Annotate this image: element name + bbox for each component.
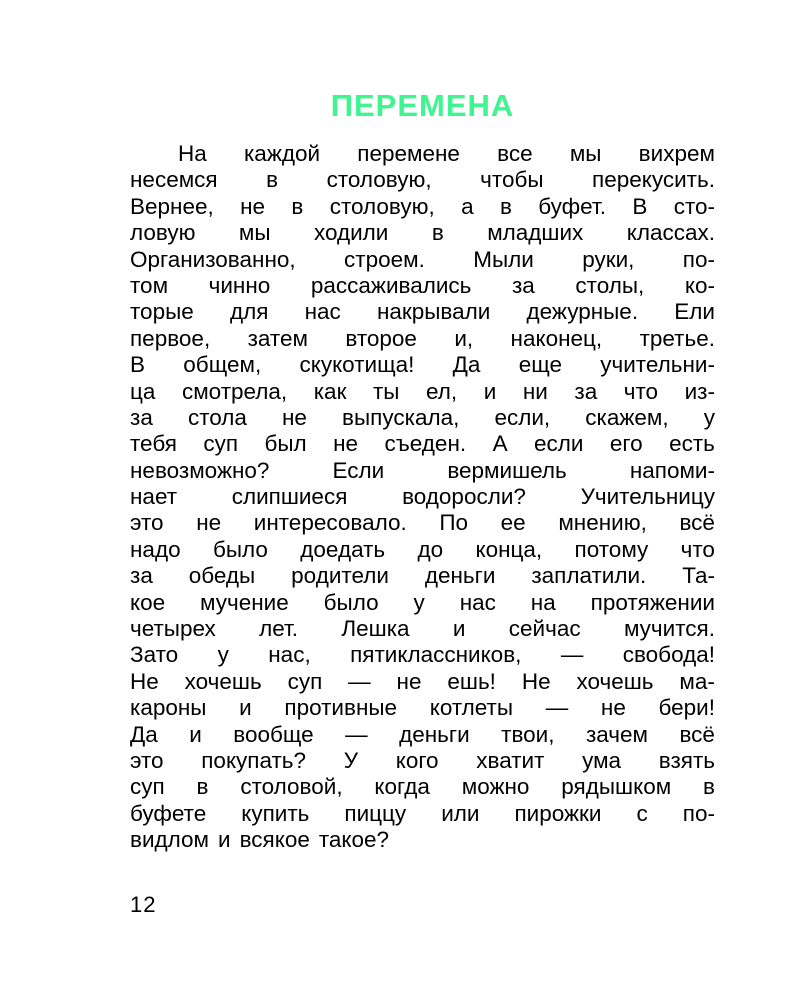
text-line: четырех лет. Лешка и сейчас мучится. xyxy=(130,616,715,642)
text-line: В общем, скукотища! Да еще учительни- xyxy=(130,352,715,378)
text-line: Зато у нас, пятиклассников, — свобода! xyxy=(130,642,715,668)
text-line: На каждой перемене все мы вихрем xyxy=(178,141,715,166)
body-text xyxy=(130,141,715,854)
text-line: Да и вообще — деньги твои, зачем всё xyxy=(130,721,715,747)
text-line: кароны и противные котлеты — не бери! xyxy=(130,695,715,721)
page-title: ПЕРЕМЕНА xyxy=(330,88,515,123)
text-line: том чинно рассаживались за столы, ко- xyxy=(130,272,715,298)
text-line: ца смотрела, как ты ел, и ни за что из- xyxy=(130,378,715,404)
text-line: надо было доедать до конца, потому что xyxy=(130,536,715,562)
text-line: Вернее, не в столовую, а в буфет. В сто- xyxy=(130,193,715,219)
text-line: за стола не выпускала, если, скажем, у xyxy=(130,404,715,430)
text-line: буфете купить пиццу или пирожки с по- xyxy=(130,800,715,826)
text-line: это не интересовало. По ее мнению, всё xyxy=(130,510,715,536)
text-line: Организованно, строем. Мыли руки, по- xyxy=(130,246,715,272)
text-line: нает слипшиеся водоросли? Учительницу xyxy=(130,484,715,510)
text-line: ловую мы ходили в младших классах. xyxy=(130,220,715,246)
text-line: несемся в столовую, чтобы перекусить. xyxy=(130,167,715,193)
text-line: видлом и всякое такое? xyxy=(130,827,390,853)
text-line: первое, затем второе и, наконец, третье. xyxy=(130,325,715,351)
text-line: за обеды родители деньги заплатили. Та- xyxy=(130,563,715,589)
text-line: тебя суп был не съеден. А если его есть xyxy=(130,431,715,457)
text-line: суп в столовой, когда можно рядышком в xyxy=(130,774,715,800)
text-line: кое мучение было у нас на протяжении xyxy=(130,589,715,615)
text-line: невозможно? Если вермишель напоми- xyxy=(130,457,715,483)
page-number: 12 xyxy=(130,892,157,917)
text-line: это покупать? У кого хватит ума взять xyxy=(130,747,715,773)
text-line: Не хочешь суп — не ешь! Не хочешь ма- xyxy=(130,668,715,694)
text-line: торые для нас накрывали дежурные. Ели xyxy=(130,299,715,325)
